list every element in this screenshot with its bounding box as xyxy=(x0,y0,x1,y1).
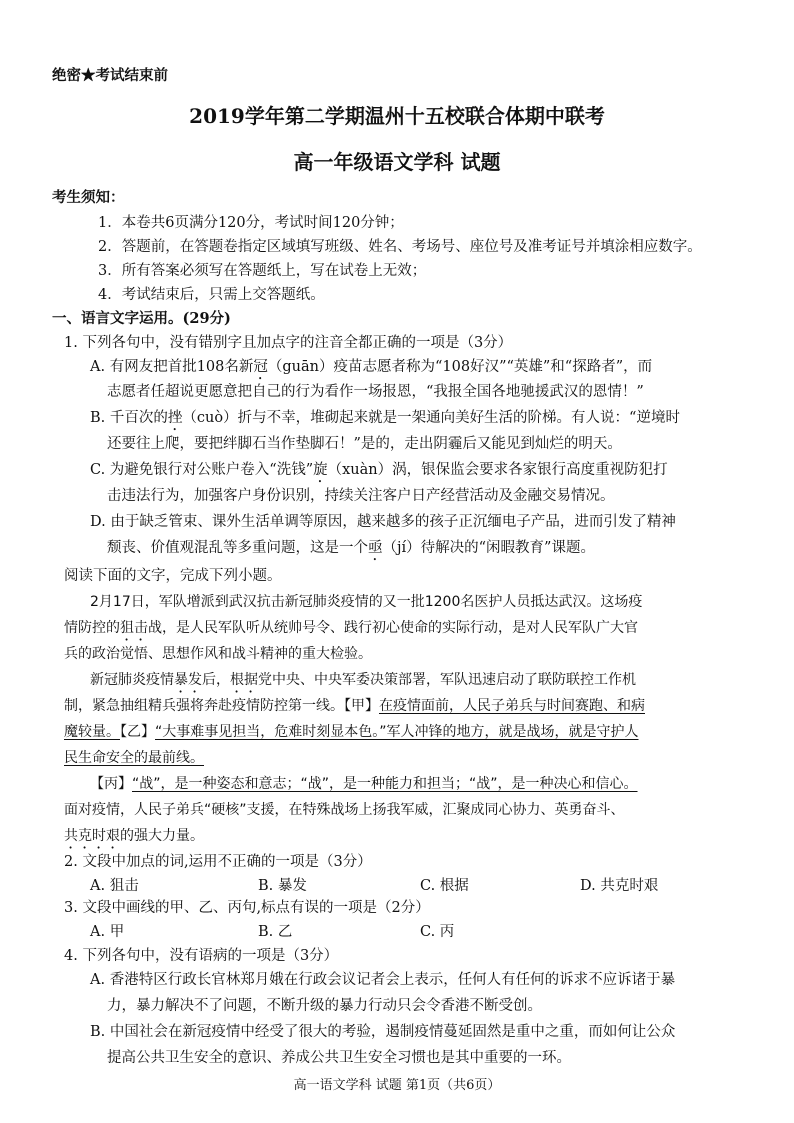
passage-text: 的强大力量。 xyxy=(120,828,204,844)
passage-text: 后， xyxy=(202,672,230,688)
underlined-sentence-bing: “战”，是一种姿态和意志；“战”，是一种能力和担当；“战”，是一种决心和信心。 xyxy=(132,776,638,792)
question-2-option-c: C. 根据 xyxy=(420,878,469,894)
option-text: C. 为避免银行对公账户卷入“洗钱” xyxy=(90,462,314,478)
option-text: （guān）疫苗志愿者称为“108好汉”“英雄”和“探路者”，而 xyxy=(267,359,653,375)
passage-line xyxy=(64,748,204,768)
passage-text: 党中央、中央军委决策部署，军队迅速启动了联防联控工作机 xyxy=(258,672,636,688)
question-1-option-c xyxy=(90,460,668,486)
passage-line xyxy=(64,722,639,742)
question-1-option-a-cont: 志愿者任超说更愿意把自己的行为看作一场报恩，“我报全国各地驰援武汉的恩情！” xyxy=(107,384,644,400)
question-1-option-c-cont: 击违法行为，加强客户身份识别，持续关注客户日产经营活动及金融交易情况。 xyxy=(107,488,615,504)
question-2-stem: 2. 文段中加点的词,运用不正确的一项是（3分） xyxy=(64,854,372,870)
dotted-character: 旋 xyxy=(313,462,328,478)
notice-item: 1．本卷共6页满分120分，考试时间120分钟； xyxy=(98,215,404,231)
question-4-option-b-cont: 提高公共卫生安全的意识、养成公共卫生安全习惯也是其中重要的一环。 xyxy=(107,1050,571,1066)
question-4-stem: 4. 下列各句中，没有语病的一项是（3分） xyxy=(64,948,339,964)
underlined-sentence-yi: “大事难事见担当，危难时刻显本色。”军人冲锋的地方，就是战场，就是守护人 xyxy=(155,724,639,740)
notice-item: 4．考试结束后，只需上交答题纸。 xyxy=(98,287,325,303)
dotted-word: 根据 xyxy=(230,672,258,688)
underlined-sentence-yi: 民生命安全的最前线。 xyxy=(64,750,204,766)
confidential-mark: 绝密★考试结束前 xyxy=(52,67,168,84)
marker-yi: 【乙】 xyxy=(120,724,155,740)
dotted-word: 共克时艰 xyxy=(64,828,120,844)
question-2-option-d: D. 共克时艰 xyxy=(580,878,659,894)
passage-line: 2月17日，军队增派到武汉抗击新冠肺炎疫情的又一批1200名医护人员抵达武汉。这场疫 xyxy=(90,594,643,610)
notice-heading: 考生须知： xyxy=(52,189,125,206)
question-3-option-c: C. 丙 xyxy=(420,924,455,940)
question-3-stem: 3. 文段中画线的甲、乙、丙句,标点有误的一项是（2分） xyxy=(64,900,430,916)
question-1-option-a xyxy=(90,357,652,383)
question-4-option-a-cont: 力，暴力解决不了问题，不断升级的暴力行动只会令香港不断受创。 xyxy=(107,998,542,1014)
passage-line xyxy=(90,774,638,794)
section-heading: 一、语言文字运用。(29分) xyxy=(52,310,231,327)
dotted-word: 狙击 xyxy=(120,620,148,636)
passage-text: 新冠肺炎疫情 xyxy=(90,672,174,688)
exam-subtitle: 高一年级语文学科 试题 xyxy=(293,150,501,174)
dotted-character: 亟 xyxy=(368,540,383,556)
option-text: （jí）待解决的“闲暇教育”课题。 xyxy=(382,540,595,556)
question-3-option-a: A. 甲 xyxy=(90,924,125,940)
option-text: 颓丧、价值观混乱等多重问题，这是一个 xyxy=(107,540,368,556)
passage-text: 情防控的 xyxy=(64,620,120,636)
option-text: B. 千百次的 xyxy=(90,410,168,426)
option-text: （xuàn）涡，银保监会要求各家银行高度重视防犯打 xyxy=(327,462,668,478)
question-1-option-d: D. 由于缺乏管束、课外生活单调等原因，越来越多的孩子正沉缅电子产品，进而引发了精神 xyxy=(90,514,676,530)
dotted-character: 挫 xyxy=(167,410,183,426)
underlined-sentence-jia: 在疫情面前，人民子弟兵与时间赛跑、和病 xyxy=(379,698,645,714)
notice-item: 3．所有答案必须写在答题纸上，写在试卷上无效； xyxy=(98,263,427,279)
option-text: （cuò）折与不幸，堆砌起来就是一架通向美好生活的阶梯。有人说：“逆境时 xyxy=(182,410,680,426)
passage-line xyxy=(64,826,204,852)
passage-line xyxy=(64,696,645,716)
passage-line: 面对疫情，人民子弟兵“硬核”支援，在特殊战场上扬我军威，汇聚成同心协力、英勇奋斗、 xyxy=(64,802,625,818)
dotted-character: 冠 xyxy=(253,359,268,375)
passage-text: 战，是人民军队听从统帅号令、践行初心使命的实际行动，是对人民军队广大官 xyxy=(148,620,638,636)
passage-line xyxy=(90,670,636,696)
question-3-option-b: B. 乙 xyxy=(258,924,293,940)
question-4-option-b: B. 中国社会在新冠疫情中经受了很大的考验，遏制疫情蔓延固然是重中之重，而如何让公众 xyxy=(90,1024,676,1040)
passage-line: 兵的政治觉悟、思想作风和战斗精神的重大检验。 xyxy=(64,646,372,662)
passage-text: 制，紧急抽组精兵强将奔赴疫情防控第一线。【甲】 xyxy=(64,698,379,714)
question-2-option-b: B. 暴发 xyxy=(258,878,307,894)
underlined-sentence-jia: 魔较量。 xyxy=(64,724,120,740)
question-1-option-b-cont: 还要往上爬，要把绊脚石当作垫脚石！”是的，走出阴霾后又能见到灿烂的明天。 xyxy=(107,436,622,452)
question-1-option-d-cont xyxy=(107,538,595,564)
notice-item: 2．答题前，在答题卷指定区域填写班级、姓名、考场号、座位号及准考证号并填涂相应数字。 xyxy=(98,239,702,255)
exam-title: 2019学年第二学期温州十五校联合体期中联考 xyxy=(189,104,605,128)
option-text: A. 有网友把首批108名新 xyxy=(90,359,254,375)
question-4-option-a: A. 香港特区行政长官林郑月娥在行政会议记者会上表示，任何人有任何的诉求不应诉诸于暴 xyxy=(90,972,676,988)
dotted-word: 暴发 xyxy=(174,672,202,688)
passage-line xyxy=(64,618,638,644)
reading-intro: 阅读下面的文字，完成下列小题。 xyxy=(64,568,282,584)
marker-bing: 【丙】 xyxy=(90,776,132,792)
page-footer: 高一语文学科 试题 第1页（共6页） xyxy=(293,1078,501,1093)
question-1-option-b xyxy=(90,408,680,434)
question-2-option-a: A. 狙击 xyxy=(90,878,139,894)
question-1-stem: 1. 下列各句中，没有错别字且加点字的注音全都正确的一项是（3分） xyxy=(64,335,513,351)
